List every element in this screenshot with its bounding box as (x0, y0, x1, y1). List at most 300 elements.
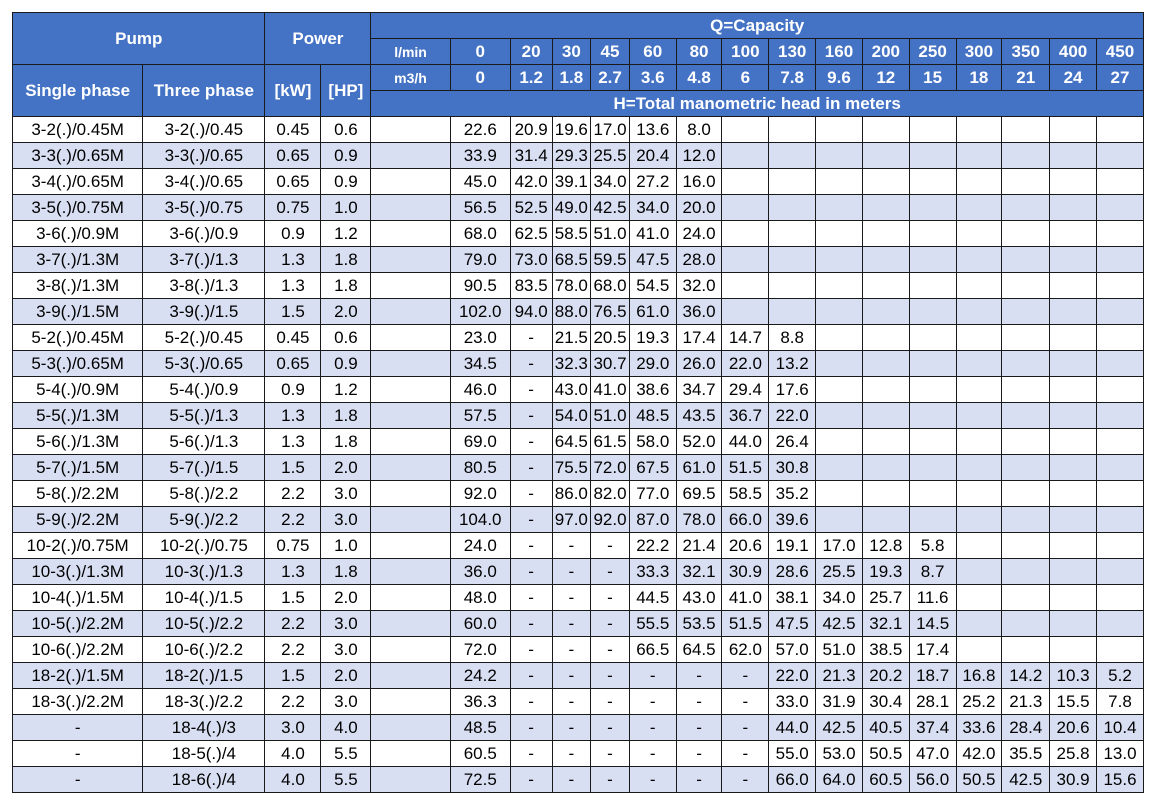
single-phase-cell: 5-5(.)/1.3M (13, 403, 143, 429)
hp-cell: 3.0 (321, 507, 371, 533)
head-value-cell (862, 143, 909, 169)
m3h-unit-label: m3/h (371, 65, 450, 91)
m3h-header-cell: 7.8 (769, 65, 816, 91)
three-phase-cell: 5-4(.)/0.9 (143, 377, 265, 403)
head-value-cell (1096, 247, 1143, 273)
head-value-cell (1050, 507, 1097, 533)
three-phase-cell: 18-6(.)/4 (143, 767, 265, 793)
head-value-cell: 14.2 (1002, 663, 1050, 689)
head-value-cell (1096, 611, 1143, 637)
hp-cell: 3.0 (321, 637, 371, 663)
head-value-cell: 25.7 (862, 585, 909, 611)
unit-spacer-cell (371, 637, 450, 663)
single-phase-cell: 3-3(.)/0.65M (13, 143, 143, 169)
head-value-cell: - (591, 767, 630, 793)
lmin-header-cell: 130 (769, 39, 816, 65)
head-value-cell: 36.7 (722, 403, 769, 429)
kw-cell: 0.65 (265, 143, 321, 169)
head-value-cell: 44.0 (769, 715, 816, 741)
head-value-cell (956, 403, 1002, 429)
head-value-cell: 48.5 (450, 715, 510, 741)
lmin-header-cell: 300 (956, 39, 1002, 65)
head-value-cell: - (510, 767, 552, 793)
kw-cell: 1.3 (265, 429, 321, 455)
head-value-cell (816, 351, 863, 377)
head-value-cell: - (629, 767, 676, 793)
table-row (13, 117, 1144, 143)
table-row (13, 221, 1144, 247)
head-value-cell: 34.7 (676, 377, 722, 403)
head-value-cell: 25.8 (1050, 741, 1097, 767)
kw-cell: 1.3 (265, 559, 321, 585)
head-value-cell (956, 325, 1002, 351)
head-value-cell: 7.8 (1096, 689, 1143, 715)
m3h-header-cell: 9.6 (816, 65, 863, 91)
head-value-cell: 34.5 (450, 351, 510, 377)
head-value-cell (816, 481, 863, 507)
head-value-cell: 73.0 (510, 247, 552, 273)
head-value-cell (1002, 117, 1050, 143)
single-phase-cell: 10-3(.)/1.3M (13, 559, 143, 585)
head-value-cell: 61.5 (591, 429, 630, 455)
three-phase-header: Three phase (143, 65, 265, 117)
head-value-cell: - (510, 585, 552, 611)
lmin-header-cell: 350 (1002, 39, 1050, 65)
kw-cell: 2.2 (265, 611, 321, 637)
table-body (13, 117, 1144, 793)
hp-cell: 0.9 (321, 169, 371, 195)
kw-cell: 2.2 (265, 637, 321, 663)
head-value-cell: - (591, 689, 630, 715)
head-value-cell: 25.2 (956, 689, 1002, 715)
lmin-header-cell: 450 (1096, 39, 1143, 65)
head-value-cell: 13.2 (769, 351, 816, 377)
head-value-cell (909, 299, 956, 325)
head-value-cell (862, 403, 909, 429)
head-value-cell: 24.2 (450, 663, 510, 689)
kw-cell: 1.5 (265, 663, 321, 689)
head-value-cell (1096, 221, 1143, 247)
table-row (13, 663, 1144, 689)
head-value-cell: 48.0 (450, 585, 510, 611)
head-value-cell (956, 559, 1002, 585)
three-phase-cell: 18-2(.)/1.5 (143, 663, 265, 689)
head-value-cell: 43.0 (552, 377, 591, 403)
head-value-cell (1096, 377, 1143, 403)
kw-cell: 0.9 (265, 377, 321, 403)
head-value-cell: 10.4 (1096, 715, 1143, 741)
head-value-cell: 40.5 (862, 715, 909, 741)
unit-spacer-cell (371, 741, 450, 767)
head-value-cell: 32.0 (676, 273, 722, 299)
head-value-cell: 38.6 (629, 377, 676, 403)
head-value-cell (1096, 273, 1143, 299)
kw-header: [kW] (265, 65, 321, 117)
head-value-cell (1050, 611, 1097, 637)
head-value-cell (1096, 299, 1143, 325)
head-value-cell: 41.0 (722, 585, 769, 611)
three-phase-cell: 5-6(.)/1.3 (143, 429, 265, 455)
head-value-cell: - (591, 715, 630, 741)
head-value-cell: - (676, 741, 722, 767)
head-value-cell (956, 351, 1002, 377)
head-value-cell: - (676, 689, 722, 715)
head-value-cell (1002, 247, 1050, 273)
m3h-header-cell: 4.8 (676, 65, 722, 91)
head-value-cell: - (552, 585, 591, 611)
head-value-cell: 17.4 (909, 637, 956, 663)
lmin-header-cell: 45 (591, 39, 630, 65)
head-value-cell: 20.2 (862, 663, 909, 689)
head-value-cell (816, 169, 863, 195)
head-value-cell: 50.5 (956, 767, 1002, 793)
head-value-cell: 29.4 (722, 377, 769, 403)
head-value-cell: 12.0 (676, 143, 722, 169)
single-phase-cell: 3-4(.)/0.65M (13, 169, 143, 195)
single-phase-cell: 5-6(.)/1.3M (13, 429, 143, 455)
head-value-cell: - (722, 663, 769, 689)
head-value-cell: 24.0 (450, 533, 510, 559)
head-value-cell: 38.5 (862, 637, 909, 663)
head-value-cell (862, 481, 909, 507)
kw-cell: 1.5 (265, 299, 321, 325)
head-value-cell (1096, 325, 1143, 351)
head-value-cell: 13.0 (1096, 741, 1143, 767)
head-value-cell: - (510, 429, 552, 455)
pump-performance-table-container (12, 12, 1144, 793)
unit-spacer-cell (371, 429, 450, 455)
head-value-cell: 44.0 (722, 429, 769, 455)
single-phase-cell: 10-2(.)/0.75M (13, 533, 143, 559)
head-value-cell: 31.4 (510, 143, 552, 169)
head-value-cell (909, 325, 956, 351)
head-value-cell (1002, 507, 1050, 533)
table-row (13, 455, 1144, 481)
head-value-cell: 32.3 (552, 351, 591, 377)
head-value-cell: - (676, 767, 722, 793)
head-value-cell (909, 429, 956, 455)
head-value-cell: 19.1 (769, 533, 816, 559)
head-value-cell (956, 377, 1002, 403)
head-value-cell: 79.0 (450, 247, 510, 273)
head-value-cell: 8.8 (769, 325, 816, 351)
head-value-cell: - (552, 741, 591, 767)
head-value-cell (1002, 325, 1050, 351)
head-value-cell (816, 429, 863, 455)
head-value-cell (1002, 299, 1050, 325)
m3h-header-cell: 12 (862, 65, 909, 91)
unit-spacer-cell (371, 507, 450, 533)
hp-cell: 0.9 (321, 351, 371, 377)
head-value-cell (769, 195, 816, 221)
table-row (13, 273, 1144, 299)
head-value-cell: 20.6 (722, 533, 769, 559)
head-value-cell: 18.7 (909, 663, 956, 689)
head-value-cell (909, 117, 956, 143)
head-value-cell (1002, 533, 1050, 559)
head-value-cell: 22.2 (629, 533, 676, 559)
head-value-cell (769, 221, 816, 247)
kw-cell: 0.75 (265, 195, 321, 221)
head-value-cell (769, 169, 816, 195)
head-value-cell: 49.0 (552, 195, 591, 221)
lmin-header-cell: 30 (552, 39, 591, 65)
head-value-cell: 5.8 (909, 533, 956, 559)
table-row (13, 715, 1144, 741)
head-value-cell: - (591, 559, 630, 585)
head-value-cell: 66.0 (722, 507, 769, 533)
head-value-cell: 20.9 (510, 117, 552, 143)
head-value-cell: 28.4 (1002, 715, 1050, 741)
head-value-cell: - (722, 715, 769, 741)
pump-performance-table (12, 12, 1144, 793)
single-phase-cell: 5-3(.)/0.65M (13, 351, 143, 377)
head-value-cell: 42.5 (816, 715, 863, 741)
head-value-cell: 104.0 (450, 507, 510, 533)
head-value-cell (1002, 585, 1050, 611)
kw-cell: 3.0 (265, 715, 321, 741)
lmin-header-cell: 20 (510, 39, 552, 65)
lmin-header-cell: 200 (862, 39, 909, 65)
three-phase-cell: 18-3(.)/2.2 (143, 689, 265, 715)
head-value-cell (816, 221, 863, 247)
head-value-cell (816, 325, 863, 351)
three-phase-cell: 18-4(.)/3 (143, 715, 265, 741)
head-value-cell: 52.5 (510, 195, 552, 221)
single-phase-cell: - (13, 741, 143, 767)
table-row (13, 169, 1144, 195)
head-value-cell: 41.0 (629, 221, 676, 247)
head-value-cell (956, 481, 1002, 507)
three-phase-cell: 18-5(.)/4 (143, 741, 265, 767)
head-value-cell (1002, 455, 1050, 481)
head-value-cell: 47.5 (769, 611, 816, 637)
single-phase-cell: 3-2(.)/0.45M (13, 117, 143, 143)
head-value-cell (909, 195, 956, 221)
head-value-cell (909, 507, 956, 533)
table-row (13, 767, 1144, 793)
head-value-cell (816, 117, 863, 143)
hp-cell: 2.0 (321, 299, 371, 325)
head-value-cell (1002, 559, 1050, 585)
table-row (13, 533, 1144, 559)
head-value-cell: 35.2 (769, 481, 816, 507)
single-phase-cell: 18-2(.)/1.5M (13, 663, 143, 689)
head-value-cell: 88.0 (552, 299, 591, 325)
head-value-cell: 69.5 (676, 481, 722, 507)
head-value-cell: 60.5 (450, 741, 510, 767)
head-value-cell (1050, 429, 1097, 455)
head-value-cell: 42.5 (816, 611, 863, 637)
head-value-cell: 45.0 (450, 169, 510, 195)
table-row (13, 689, 1144, 715)
hp-cell: 3.0 (321, 611, 371, 637)
head-value-cell: - (510, 559, 552, 585)
head-value-cell: 58.5 (722, 481, 769, 507)
lmin-header-cell: 100 (722, 39, 769, 65)
head-value-cell: 51.5 (722, 455, 769, 481)
head-value-cell: - (552, 559, 591, 585)
head-value-cell: 62.5 (510, 221, 552, 247)
head-value-cell (956, 273, 1002, 299)
table-row (13, 741, 1144, 767)
head-value-cell (769, 117, 816, 143)
head-value-cell: - (629, 715, 676, 741)
head-value-cell: 80.5 (450, 455, 510, 481)
head-value-cell: - (510, 637, 552, 663)
head-value-cell: 19.3 (862, 559, 909, 585)
head-value-cell: 14.5 (909, 611, 956, 637)
head-value-cell: 42.5 (1002, 767, 1050, 793)
head-value-cell: 21.3 (1002, 689, 1050, 715)
head-value-cell: - (510, 663, 552, 689)
head-value-cell: - (510, 481, 552, 507)
head-value-cell: 10.3 (1050, 663, 1097, 689)
unit-spacer-cell (371, 663, 450, 689)
hp-cell: 4.0 (321, 715, 371, 741)
hp-cell: 5.5 (321, 741, 371, 767)
single-phase-cell: 10-5(.)/2.2M (13, 611, 143, 637)
head-value-cell: 26.0 (676, 351, 722, 377)
hp-cell: 1.2 (321, 221, 371, 247)
head-value-cell: - (510, 715, 552, 741)
head-value-cell (862, 247, 909, 273)
head-value-cell: 17.0 (816, 533, 863, 559)
head-value-cell: 23.0 (450, 325, 510, 351)
head-value-cell: 30.9 (722, 559, 769, 585)
head-value-cell: 72.0 (591, 455, 630, 481)
head-value-cell: - (510, 455, 552, 481)
three-phase-cell: 3-9(.)/1.5 (143, 299, 265, 325)
head-value-cell: 60.5 (862, 767, 909, 793)
head-value-cell (862, 299, 909, 325)
head-value-cell: - (552, 767, 591, 793)
head-value-cell: 12.8 (862, 533, 909, 559)
table-row (13, 507, 1144, 533)
head-value-cell (1096, 169, 1143, 195)
head-value-cell (1050, 351, 1097, 377)
head-value-cell: 30.8 (769, 455, 816, 481)
kw-cell: 0.9 (265, 221, 321, 247)
m3h-header-cell: 21 (1002, 65, 1050, 91)
head-value-cell: - (629, 689, 676, 715)
head-header: H=Total manometric head in meters (371, 91, 1144, 117)
m3h-header-cell: 3.6 (629, 65, 676, 91)
head-value-cell (862, 507, 909, 533)
head-value-cell: 38.1 (769, 585, 816, 611)
unit-spacer-cell (371, 247, 450, 273)
head-value-cell: 51.0 (591, 403, 630, 429)
head-value-cell (816, 455, 863, 481)
head-value-cell: 17.6 (769, 377, 816, 403)
head-value-cell: - (510, 377, 552, 403)
table-row (13, 247, 1144, 273)
head-value-cell: 66.0 (769, 767, 816, 793)
head-value-cell: 87.0 (629, 507, 676, 533)
head-value-cell: 34.0 (591, 169, 630, 195)
hp-cell: 0.6 (321, 325, 371, 351)
head-value-cell (909, 455, 956, 481)
head-value-cell (1050, 403, 1097, 429)
head-value-cell: 64.5 (552, 429, 591, 455)
head-value-cell: - (591, 663, 630, 689)
kw-cell: 1.3 (265, 273, 321, 299)
head-value-cell (1096, 351, 1143, 377)
hp-cell: 1.0 (321, 195, 371, 221)
head-value-cell: 11.6 (909, 585, 956, 611)
head-value-cell (862, 273, 909, 299)
kw-cell: 2.2 (265, 507, 321, 533)
head-value-cell (816, 247, 863, 273)
lmin-header-cell: 0 (450, 39, 510, 65)
head-value-cell (722, 169, 769, 195)
m3h-header-cell: 27 (1096, 65, 1143, 91)
head-value-cell (769, 143, 816, 169)
single-phase-cell: 5-8(.)/2.2M (13, 481, 143, 507)
head-value-cell (1096, 455, 1143, 481)
head-value-cell: - (552, 611, 591, 637)
head-value-cell: 20.4 (629, 143, 676, 169)
head-value-cell: 39.1 (552, 169, 591, 195)
head-value-cell (909, 351, 956, 377)
head-value-cell: 22.6 (450, 117, 510, 143)
kw-cell: 2.2 (265, 689, 321, 715)
head-value-cell (1096, 507, 1143, 533)
head-value-cell: 55.0 (769, 741, 816, 767)
head-value-cell (956, 117, 1002, 143)
head-value-cell: - (510, 403, 552, 429)
head-value-cell: 25.5 (816, 559, 863, 585)
head-value-cell (1096, 481, 1143, 507)
head-value-cell: 33.0 (769, 689, 816, 715)
table-row (13, 481, 1144, 507)
head-value-cell: - (629, 741, 676, 767)
head-value-cell (862, 169, 909, 195)
head-value-cell (1002, 481, 1050, 507)
hp-cell: 0.9 (321, 143, 371, 169)
head-value-cell: - (510, 351, 552, 377)
head-value-cell (769, 273, 816, 299)
head-value-cell (1096, 637, 1143, 663)
head-value-cell: 25.5 (591, 143, 630, 169)
pump-header: Pump (13, 13, 265, 65)
head-value-cell: - (510, 741, 552, 767)
head-value-cell: 67.5 (629, 455, 676, 481)
kw-cell: 1.5 (265, 585, 321, 611)
unit-spacer-cell (371, 585, 450, 611)
head-value-cell: 43.0 (676, 585, 722, 611)
head-value-cell (862, 377, 909, 403)
head-value-cell (1050, 221, 1097, 247)
head-value-cell: 39.6 (769, 507, 816, 533)
kw-cell: 0.65 (265, 351, 321, 377)
unit-spacer-cell (371, 611, 450, 637)
head-value-cell (1002, 195, 1050, 221)
unit-spacer-cell (371, 715, 450, 741)
head-value-cell: 47.5 (629, 247, 676, 273)
head-value-cell: 83.5 (510, 273, 552, 299)
unit-spacer-cell (371, 377, 450, 403)
unit-spacer-cell (371, 351, 450, 377)
table-row (13, 403, 1144, 429)
head-value-cell (1050, 169, 1097, 195)
table-row (13, 585, 1144, 611)
head-value-cell (1002, 377, 1050, 403)
table-row (13, 559, 1144, 585)
head-value-cell (722, 117, 769, 143)
kw-cell: 1.3 (265, 247, 321, 273)
unit-spacer-cell (371, 455, 450, 481)
